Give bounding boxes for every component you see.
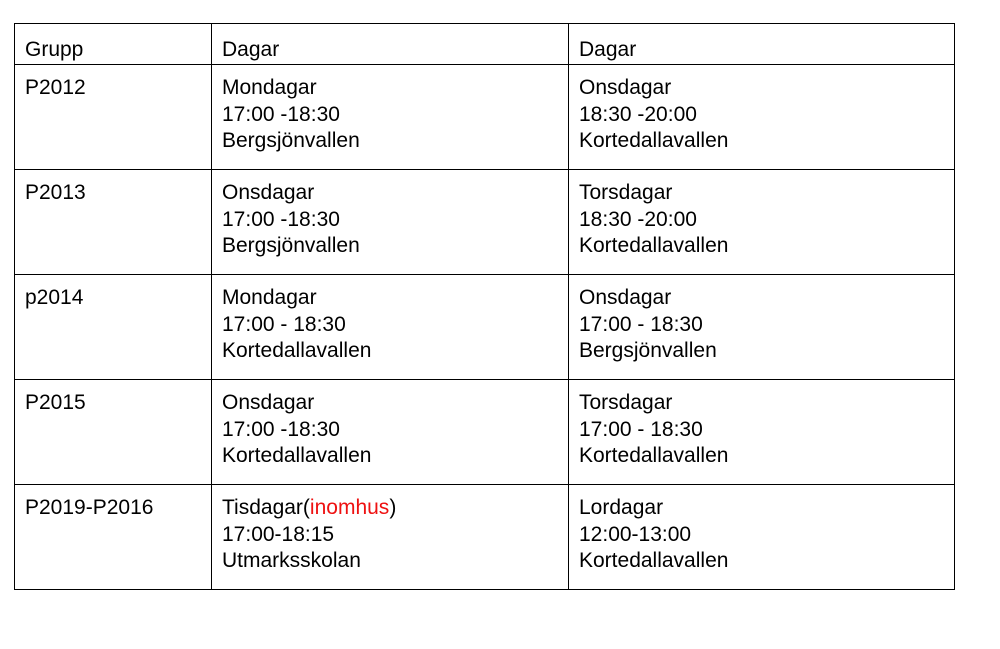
slot-place: Bergsjönvallen	[222, 234, 360, 257]
slot-place: Bergsjönvallen	[579, 339, 717, 362]
slot-day-text: Mondagar	[222, 76, 317, 99]
table-row	[15, 170, 955, 275]
schedule-table	[14, 23, 955, 590]
group-cell: P2013	[15, 170, 212, 275]
slot-cell	[212, 275, 569, 380]
slot-time: 17:00 - 18:30	[579, 417, 703, 441]
group-cell: P2015	[15, 380, 212, 485]
slot-cell	[569, 485, 955, 590]
slot-time: 18:30 -20:00	[579, 102, 697, 126]
slot-place: Kortedallavallen	[222, 444, 372, 467]
slot-cell	[212, 380, 569, 485]
slot-day-suffix: )	[389, 496, 397, 519]
slot-cell	[212, 485, 569, 590]
table-row	[15, 380, 955, 485]
slot-time: 17:00 - 18:30	[579, 312, 703, 336]
slot-time: 12:00-13:00	[579, 522, 692, 546]
header-cell-days-1: Dagar	[212, 24, 569, 65]
slot-day: Torsdagar	[579, 181, 673, 204]
slot-day: Lordagar	[579, 496, 664, 519]
group-cell: P2019-P2016	[15, 485, 212, 590]
slot-day-text: Tisdagar(	[222, 496, 310, 519]
header-cell-days-2: Dagar	[569, 24, 955, 65]
slot-time: 17:00 - 18:30	[222, 312, 346, 336]
slot-place: Kortedallavallen	[222, 339, 372, 362]
slot-time: 18:30 -20:00	[579, 207, 697, 231]
group-cell: p2014	[15, 275, 212, 380]
slot-day	[222, 495, 558, 522]
slot-cell	[569, 275, 955, 380]
indoor-note: inomhus	[309, 496, 390, 519]
slot-cell	[569, 380, 955, 485]
slot-day	[222, 180, 558, 207]
slot-cell	[569, 170, 955, 275]
slot-place: Utmarksskolan	[222, 549, 361, 572]
slot-day: Torsdagar	[579, 391, 673, 414]
slot-day-text: Onsdagar	[222, 391, 315, 414]
slot-day	[222, 75, 558, 102]
header-cell-group: Grupp	[15, 24, 212, 65]
table-row	[15, 275, 955, 380]
table-row	[15, 485, 955, 590]
slot-time: 17:00 -18:30	[222, 417, 340, 441]
slot-place: Kortedallavallen	[579, 129, 729, 152]
slot-place: Bergsjönvallen	[222, 129, 360, 152]
slot-place: Kortedallavallen	[579, 234, 729, 257]
header-row	[15, 24, 955, 65]
group-cell: P2012	[15, 65, 212, 170]
slot-day-text: Mondagar	[222, 286, 317, 309]
slot-place: Kortedallavallen	[579, 549, 729, 572]
slot-cell	[212, 170, 569, 275]
slot-place: Kortedallavallen	[579, 444, 729, 467]
slot-time: 17:00 -18:30	[222, 207, 340, 231]
slot-day: Onsdagar	[579, 286, 672, 309]
slot-time: 17:00-18:15	[222, 522, 335, 546]
slot-day	[222, 390, 558, 417]
table-row	[15, 65, 955, 170]
slot-cell	[569, 65, 955, 170]
slot-day-text: Onsdagar	[222, 181, 315, 204]
slot-day	[222, 285, 558, 312]
slot-cell	[212, 65, 569, 170]
slot-time: 17:00 -18:30	[222, 102, 340, 126]
slot-day: Onsdagar	[579, 76, 672, 99]
